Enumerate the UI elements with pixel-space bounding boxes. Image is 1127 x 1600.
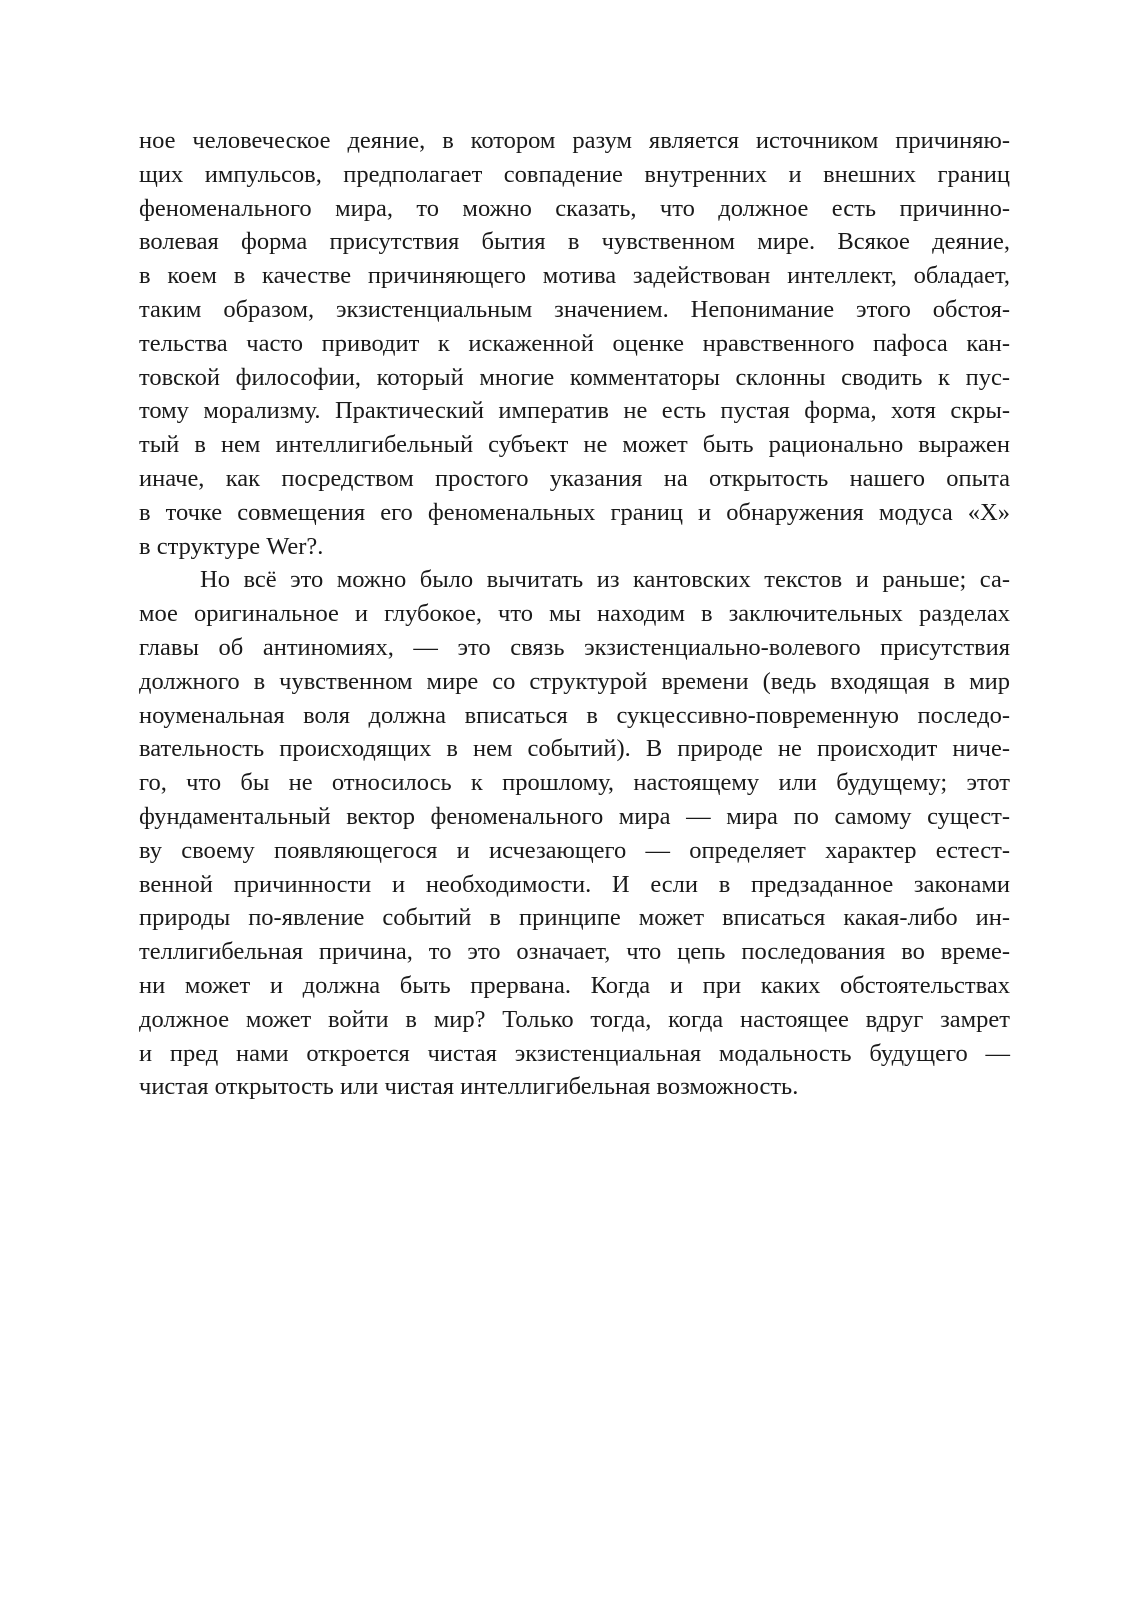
text-line: феноменального мира, то можно сказать, что должное есть причинно- [139, 194, 1010, 222]
text-line: мое оригинальное и глубокое, что мы находим в заключительных разделах [139, 600, 1010, 628]
text-line: чистая открытость или чистая интеллигибельная возможность. [139, 1073, 799, 1101]
text-line: Но всё это можно было вычитать из кантовских текстов и раньше; са- [200, 566, 1010, 594]
text-line: щих импульсов, предполагает совпадение внутренних и внешних границ [139, 160, 1010, 188]
text-line: ное человеческое деяние, в котором разум является источником причиняю- [139, 127, 1010, 154]
text-line: должного в чувственном мире со структурой времени (ведь входящая в мир [139, 667, 1010, 695]
paragraph-2 [139, 563, 1010, 1104]
text-line: тому морализму. Практический императив не есть пустая форма, хотя скры- [139, 397, 1010, 425]
text-line: и пред нами откроется чистая экзистенциальная модальность будущего — [139, 1039, 1010, 1067]
paragraph-1 [139, 124, 1010, 563]
text-line: тый в нем интеллигибельный субъект не может быть рационально выражен [139, 431, 1010, 459]
text-line: природы по-явление событий в принципе может вписаться какая-либо ин- [139, 904, 1010, 932]
text-line: товской философии, который многие комментаторы склонны сводить к пус- [139, 363, 1010, 391]
text-line: фундаментальный вектор феноменального мира — мира по самому сущест- [139, 802, 1010, 830]
text-line: вательность происходящих в нем событий). В природе не происходит ниче- [139, 735, 1010, 763]
text-line: в точке совмещения его феноменальных границ и обнаружения модуса «Х» [139, 498, 1010, 526]
text-line: ни может и должна быть прервана. Когда и при каких обстоятельствах [139, 971, 1010, 999]
text-line: иначе, как посредством простого указания на открытость нашего опыта [139, 464, 1010, 492]
text-line: должное может войти в мир? Только тогда, когда настоящее вдруг замрет [139, 1005, 1010, 1033]
text-line: теллигибельная причина, то это означает, что цепь последования во време- [139, 938, 1010, 966]
text-line: в коем в качестве причиняющего мотива задействован интеллект, обладает, [139, 262, 1010, 290]
text-line: главы об антиномиях, — это связь экзистенциально-волевого присутствия [139, 633, 1010, 661]
text-line: в структуре Wer?. [139, 532, 324, 560]
text-line: ноуменальная воля должна вписаться в сукцессивно-повременную последо- [139, 701, 1010, 729]
body-text [139, 124, 1010, 1104]
text-line: таким образом, экзистенциальным значением. Непонимание этого обстоя- [139, 295, 1010, 323]
text-line: волевая форма присутствия бытия в чувственном мире. Всякое деяние, [139, 228, 1010, 256]
text-line: ву своему появляющегося и исчезающего — определяет характер естест- [139, 836, 1010, 864]
text-line: венной причинности и необходимости. И если в предзаданное законами [139, 870, 1010, 898]
text-line: тельства часто приводит к искаженной оценке нравственного пафоса кан- [139, 329, 1010, 357]
text-line: го, что бы не относилось к прошлому, настоящему или будущему; этот [139, 769, 1010, 797]
